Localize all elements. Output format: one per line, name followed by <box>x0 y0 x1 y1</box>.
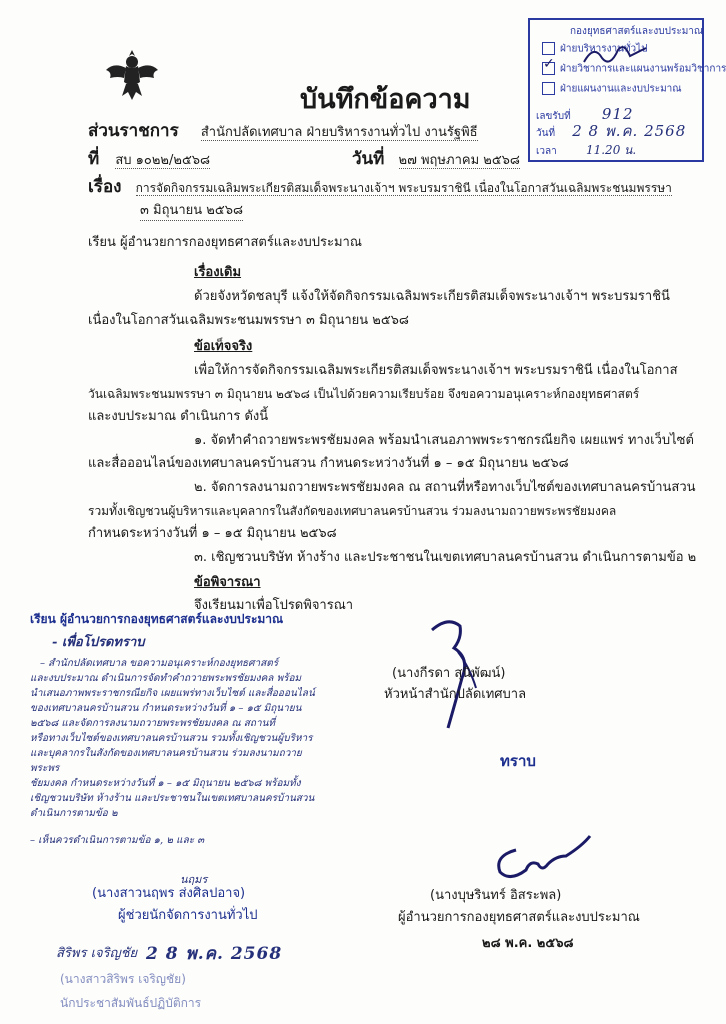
handnote-line: และบุคลากรในสังกัดของเทศบาลนครบ้านสวน ร่วมลงนามถวายพระพร <box>30 748 302 774</box>
handnote-line: เชิญชวนบริษัท ห้างร้าน และประชาชนในเขตเทศบาลนครบ้านสวน <box>30 793 315 804</box>
facts-text-3: และงบประมาณ ดำเนินการ ดังนี้ <box>88 409 269 424</box>
item-3-line-1: ๓. เชิญชวนบริษัท ห้างร้าง และประชาชนในเขตเทศบาลนครบ้านสวน ดำเนินการตามข้อ ๒ <box>194 550 697 565</box>
signer-2-name: (นางบุษรินทร์ อิสระพล) <box>430 888 562 903</box>
stamp-option-3: ฝ่ายแผนงานและงบประมาณ <box>542 82 682 96</box>
stamp-option-2: ✓ฝ่ายวิชาการและแผนงานพร้อมวิชาการ <box>542 62 726 76</box>
checkbox-icon <box>542 82 555 95</box>
signer-2-date: ๒๘ พ.ค. ๒๕๖๘ <box>482 936 574 951</box>
handnote-line: ของเทศบาลนครบ้านสวน กำหนดระหว่างวันที่ ๑ – ๑๕ มิถุนายน <box>30 703 302 714</box>
handnote-initial: นฤมร <box>180 873 208 886</box>
handnote-line: นำเสนอภาพพระราชกรณียกิจ เผยแพร่ทางเว็บไซต์ และสื่อออนไลน์ <box>30 688 315 699</box>
bottom-date: 2 8 พ.ค. 2568 <box>146 944 283 964</box>
salutation: เรียน ผู้อำนวยการกองยุทธศาสตร์และงบประมาณ <box>88 235 362 250</box>
consider-text: จึงเรียนมาเพื่อโปรดพิจารณา <box>194 598 354 613</box>
handnote-line: ชัยมงคล กำหนดระหว่างวันที่ ๑ – ๑๕ มิถุนายน ๒๕๖๘ พร้อมทั้ง <box>30 778 301 789</box>
handnote-salutation: เรียน ผู้อำนวยการกองยุทธศาสตร์และงบประมาณ <box>30 612 284 626</box>
background-text-1: ด้วยจังหวัดชลบุรี แจ้งให้จัดกิจกรรมเฉลิมพระเกียรติสมเด็จพระนางเจ้าฯ พระบรมราชินี <box>194 289 670 304</box>
handnote-signer-position: ผู้ช่วยนักจัดการงานทั่วไป <box>118 908 258 923</box>
bottom-signature: สิริพร เจริญชัย <box>56 946 138 961</box>
handnote-line: ดำเนินการตามข้อ ๒ <box>30 808 118 819</box>
agency-field: ส่วนราชการ สำนักปลัดเทศบาล ฝ่ายบริหารงานทั่วไป งานรัฐพิธี <box>88 121 478 141</box>
facts-text-2: วันเฉลิมพระชนมพรรษา ๓ มิถุนายน ๒๕๖๘ เป็นไปด้วยความเรียบร้อย จึงขอความอนุเคราะห์กองยุทธศาสตร์ <box>88 387 640 401</box>
subject-line-2: ๓ มิถุนายน ๒๕๖๘ <box>140 202 243 221</box>
date-field: วันที่ ๒๗ พฤษภาคม ๒๕๖๘ <box>352 149 520 169</box>
stamp-title: กองยุทธศาสตร์และงบประมาณ <box>570 26 704 37</box>
handwritten-note <box>30 610 330 848</box>
background-text-2: เนื่องในโอกาสวันเฉลิมพระชนมพรรษา ๓ มิถุนายน ๒๕๖๘ <box>88 313 409 328</box>
stamp-receipt-number: เลขรับที่ 912 <box>536 105 634 123</box>
background-heading: เรื่องเดิม <box>194 265 242 280</box>
item-1-line-2: และสื่อออนไลน์ของเทศบาลนครบ้านสวน กำหนดระหว่างวันที่ ๑ – ๑๕ มิถุนายน ๒๕๖๘ <box>88 456 569 471</box>
facts-heading: ข้อเท็จจริง <box>194 339 253 354</box>
item-2-line-2: รวมทั้งเชิญชวนผู้บริหารและบุคลากรในสังกัดของเทศบาลนครบ้านสวน ร่วมลงนามถวายพระพรชัยมงคล <box>88 504 617 518</box>
acknowledged-note: ทราบ <box>500 752 536 770</box>
signer-1-name: (นางกีรดา สุนิพัฒน์) <box>392 666 506 681</box>
signer-1-position: หัวหน้าสำนักปลัดเทศบาล <box>384 687 527 702</box>
bottom-signer-position: นักประชาสัมพันธ์ปฏิบัติการ <box>60 996 202 1010</box>
item-2-line-1: ๒. จัดการลงนามถวายพระพรชัยมงคล ณ สถานที่หรือทางเว็บไซต์ของเทศบาลนครบ้านสวน <box>194 480 696 495</box>
bottom-signer-name: (นางสาวสิริพร เจริญชัย) <box>60 972 186 986</box>
garuda-emblem-icon <box>104 48 160 104</box>
document-title: บันทึกข้อความ <box>300 84 471 115</box>
handnote-heading: - เพื่อโปรดทราบ <box>52 635 145 650</box>
stamp-received-date: วันที่ 2 8 พ.ค. 2568 <box>536 122 687 140</box>
item-2-line-3: กำหนดระหว่างวันที่ ๑ – ๑๕ มิถุนายน ๒๕๖๘ <box>88 526 337 541</box>
handnote-line: และงบประมาณ ดำเนินการจัดทำคำถวายพระพรชัยมงคล พร้อม <box>30 673 302 684</box>
checkbox-icon <box>542 42 555 55</box>
handnote-line: ๒๕๖๘ และจัดการลงนามถวายพระพรชัยมงคล ณ สถานที่ <box>30 718 276 729</box>
stamp-option-1: ฝ่ายบริหารงานทั่วไป <box>542 42 648 56</box>
signer-2-position: ผู้อำนวยการกองยุทธศาสตร์และงบประมาณ <box>398 910 640 925</box>
facts-text-1: เพื่อให้การจัดกิจกรรมเฉลิมพระเกียรติสมเด็จพระนางเจ้าฯ พระบรมราชินี เนื่องในโอกาส <box>194 363 678 378</box>
item-1-line-1: ๑. จัดทำคำถวายพระพรชัยมงคล พร้อมนำเสนอภาพพระราชกรณียกิจ เผยแพร่ ทางเว็บไซต์ <box>194 433 694 448</box>
handnote-line: – สำนักปลัดเทศบาล ขอความอนุเคราะห์กองยุทธศาสตร์ <box>40 658 279 669</box>
stamp-received-time: เวลา 11.20 น. <box>536 143 637 157</box>
subject-field: เรื่อง การจัดกิจกรรมเฉลิมพระเกียรติสมเด็จพระนางเจ้าฯ พระบรมราชินี เนื่องในโอกาสวันเฉลิมพระชนมพรรษา <box>88 177 672 197</box>
handnote-signer-name: (นางสาวนฤพร ส่งศิลปอาจ) <box>92 886 246 901</box>
handnote-line: – เห็นควรดำเนินการตามข้อ ๑, ๒ และ ๓ <box>30 835 205 846</box>
signature-director <box>486 826 596 890</box>
checkbox-checked-icon <box>542 62 555 75</box>
consider-heading: ข้อพิจารณา <box>194 575 261 590</box>
stamp-scribble-icon <box>580 40 650 74</box>
handnote-line: หรือทางเว็บไซต์ของเทศบาลนครบ้านสวน รวมทั้งเชิญชวนผู้บริหาร <box>30 733 313 744</box>
ref-number-field: ที่ สบ ๑๐๒๒/๒๕๖๘ <box>88 149 211 169</box>
